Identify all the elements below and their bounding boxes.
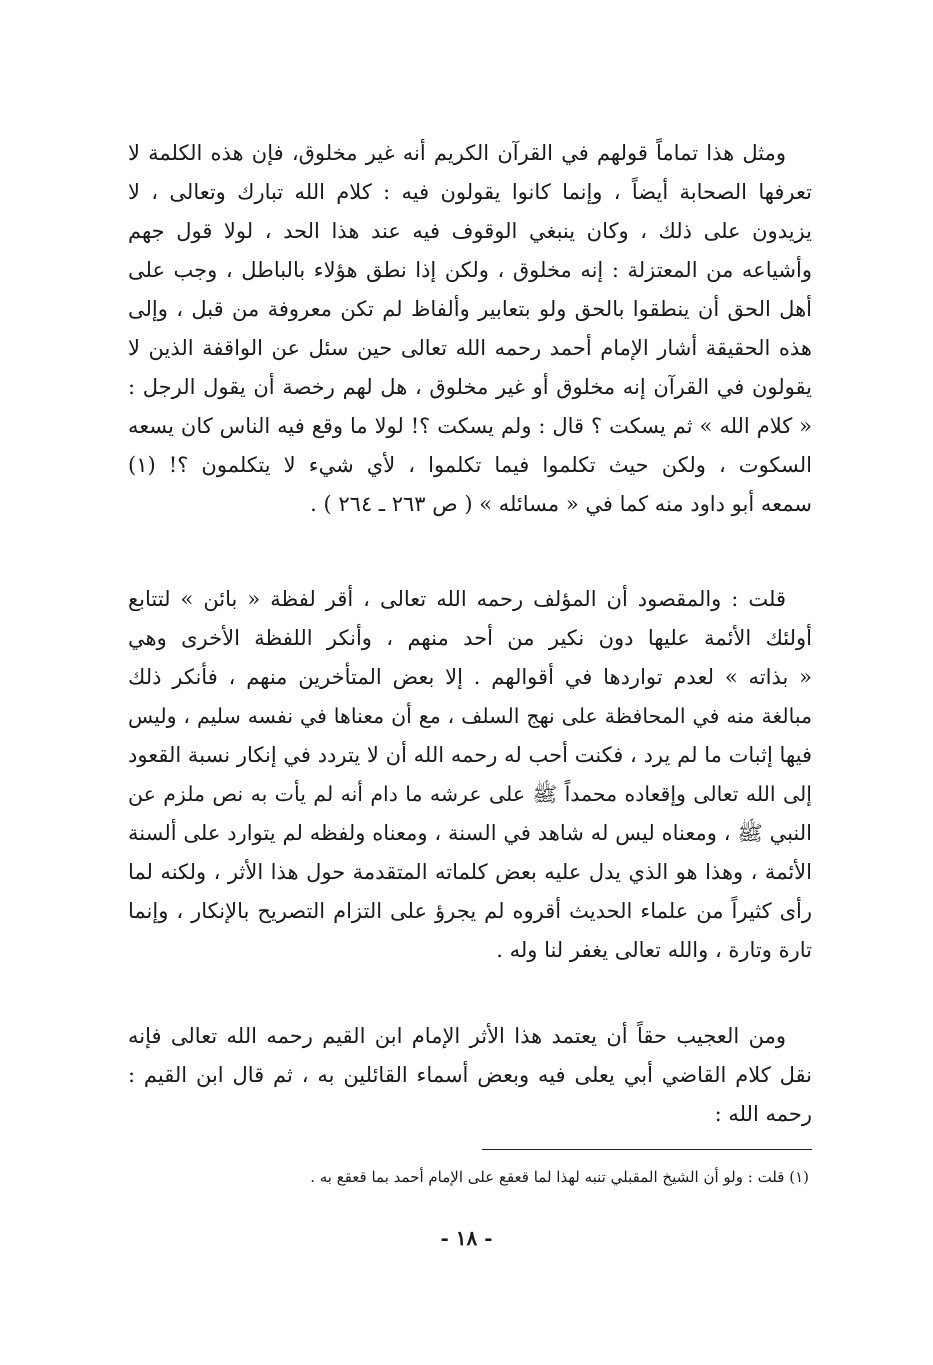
text-line: النبي ﷺ ، ومعناه ليس له شاهد في السنة ، ومعناه ولفظه لم يتوارد على ألسنة — [128, 821, 812, 845]
text-line: مبالغة منه في المحافظة على نهج السلف ، مع أن معناها في نفسه سليم ، وليس — [128, 704, 812, 728]
text-line: السكوت ، ولكن حيث تكلموا فيما تكلموا ، لأي شيء لا يتكلمون ؟! (١) — [128, 453, 812, 477]
paragraph-2 — [128, 580, 812, 970]
paragraph-3 — [128, 1017, 812, 1134]
text-line: هذه الحقيقة أشار الإمام أحمد رحمه الله تعالى حين سئل عن الواقفة الذين لا — [128, 336, 812, 360]
text-line: أهل الحق أن ينطقوا بالحق ولو بتعابير وألفاظ لم تكن معروفة من قبل ، وإلى — [128, 297, 812, 321]
text-line: إلى الله تعالى وإقعاده محمداً ﷺ على عرشه ما دام أنه لم يأت به نص ملزم عن — [128, 782, 812, 806]
text-line: يقولون في القرآن إنه مخلوق أو غير مخلوق ، هل لهم رخصة أن يقول الرجل : — [128, 375, 812, 399]
text-line: وأشياعه من المعتزلة : إنه مخلوق ، ولكن إذا نطق هؤلاء بالباطل ، وجب على — [128, 258, 812, 282]
text-line: تارة وتارة ، والله تعالى يغفر لنا وله . — [496, 938, 812, 962]
page-number: - ١٨ - — [440, 1226, 493, 1250]
text-line: رحمه الله : — [714, 1102, 812, 1126]
footnote-separator — [482, 1149, 812, 1150]
text-line: فيها إثبات ما لم يرد ، فكنت أحب له رحمه الله أن لا يتردد في إنكار نسبة القعود — [128, 743, 812, 767]
text-line: « بذاته » لعدم تواردها في أقوالهم . إلا بعض المتأخرين منهم ، فأنكر ذلك — [128, 665, 812, 689]
text-line: نقل كلام القاضي أبي يعلى فيه وبعض أسماء القائلين به ، ثم قال ابن القيم : — [128, 1063, 812, 1087]
text-line: سمعه أبو داود منه كما في « مسائله » ( ص ٢٦٣ ـ ٢٦٤ ) . — [310, 492, 812, 516]
text-line: ومن العجيب حقاً أن يعتمد هذا الأثر الإمام ابن القيم رحمه الله تعالى فإنه — [128, 1024, 786, 1048]
text-line: قلت : والمقصود أن المؤلف رحمه الله تعالى ، أقر لفظة « بائن » لتتابع — [128, 587, 786, 611]
text-line: تعرفها الصحابة أيضاً ، وإنما كانوا يقولون فيه : كلام الله تبارك وتعالى ، لا — [128, 180, 812, 204]
text-line: أولئك الأئمة عليها دون نكير من أحد منهم ، وأنكر اللفظة الأخرى وهي — [128, 626, 812, 650]
text-line: رأى كثيراً من علماء الحديث أقروه لم يجرؤ على التزام التصريح بالإنكار ، وإنما — [128, 899, 812, 923]
footnote: (١) قلت : ولو أن الشيخ المقبلي تنبه لهذا لما قعقع على الإمام أحمد بما قعقع به . — [310, 1168, 809, 1186]
text-line: الأئمة ، وهذا هو الذي يدل عليه بعض كلماته المتقدمة حول هذا الأثر ، ولكنه لما — [128, 860, 812, 884]
text-line: ومثل هذا تماماً قولهم في القرآن الكريم أنه غير مخلوق، فإن هذه الكلمة لا — [128, 141, 786, 165]
paragraph-1 — [128, 134, 812, 524]
text-line: يزيدون على ذلك ، وكان ينبغي الوقوف فيه عند هذا الحد ، لولا قول جهم — [128, 219, 812, 243]
text-line: « كلام الله » ثم يسكت ؟ قال : ولم يسكت ؟! لولا ما وقع فيه الناس كان يسعه — [128, 414, 812, 438]
